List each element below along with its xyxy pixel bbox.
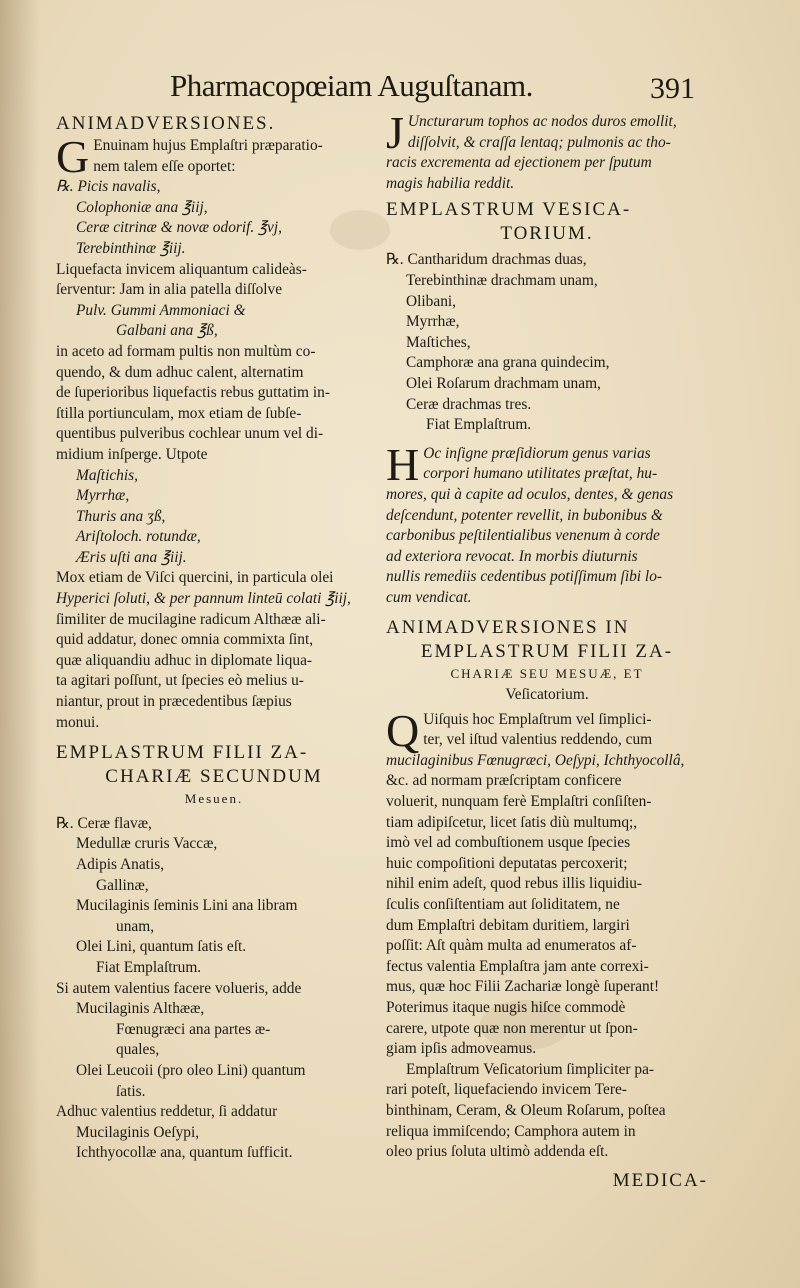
- text-line: Olei Lini, quantum ſatis eſt.: [76, 938, 247, 956]
- text-line: nem talem eſſe oportet:: [93, 157, 236, 175]
- text-line: nullis remediis cedentibus potiſſimum ſibi lo-: [386, 568, 663, 586]
- text-line: imò vel ad combuſtionem usque ſpecies: [386, 834, 631, 852]
- section-heading: ANIMADVERSIONES.: [56, 113, 276, 134]
- section-heading: CHARIÆ SEU MESUÆ, ET: [450, 666, 644, 682]
- section-heading: TORIUM.: [500, 223, 594, 245]
- text-line: Mucilaginis ſeminis Lini ana libram: [76, 897, 298, 915]
- text-line: dum Emplaſtri debitam duritiem, largiri: [386, 916, 630, 934]
- text-line: Adipis Anatis,: [76, 856, 165, 873]
- text-line: poſſit: Aſt quàm multa ad enumeratos af-: [386, 937, 637, 955]
- text-line: quales,: [116, 1041, 160, 1059]
- text-line: fectus valentia Emplaſtra jam ante correxi-: [386, 957, 649, 975]
- text-line: reliqua immiſcendo; Camphora autem in: [386, 1122, 636, 1140]
- gutter-shadow: [0, 0, 40, 1288]
- section-heading: Veſicatorium.: [505, 686, 589, 704]
- text-line: ſerventur: Jam in alia patella diſſolve: [56, 281, 283, 299]
- paragraph: [386, 704, 708, 756]
- text-line: Mucilaginis Oeſypi,: [76, 1123, 200, 1141]
- left-column: [56, 112, 372, 1164]
- text-line: Adhuc valentius reddetur, ſi addatur: [56, 1103, 278, 1121]
- text-line: Ceræ citrinæ & novæ odorif. ℥vj,: [76, 219, 282, 237]
- text-line: Emplaſtrum Veſicatorium ſimpliciter pa-: [406, 1060, 655, 1078]
- text-line: ad exteriora revocat. In morbis diuturnis: [386, 547, 638, 565]
- text-line: Si autem valentius facere volueris, adde: [56, 979, 302, 997]
- paragraph: [386, 107, 708, 194]
- text-line: voluerit, nunquam ferè Emplaſtri conſiſten-: [386, 793, 652, 811]
- text-line: Terebinthinæ ℥iij.: [76, 239, 186, 257]
- paragraph: [386, 438, 708, 609]
- drop-cap: G: [56, 131, 90, 182]
- section-heading: EMPLASTRUM VESICA-: [386, 199, 632, 221]
- text-line: diſſolvit, & craſſa lentaq; pulmonis ac tho-: [407, 133, 671, 151]
- text-line: Olibani,: [406, 292, 457, 310]
- section-heading: ANIMADVERSIONES IN: [386, 617, 630, 639]
- text-line: carere, utpote quæ non merentur ut ſpon-: [386, 1019, 638, 1037]
- text-line: ter, vel iſtud valentius reddendo, cum: [423, 731, 653, 749]
- text-line: deſcendunt, potenter revellit, in bubonibus &: [386, 506, 663, 524]
- text-line: corpori humano utilitates præſtat, hu-: [423, 465, 658, 483]
- text-line: cum vendicat.: [386, 588, 472, 606]
- text-line: binthinam, Ceram, & Oleum Roſarum, poſtea: [386, 1101, 666, 1119]
- text-line: Colophoniæ ana ℥iij,: [76, 198, 208, 216]
- text-line: Medullæ cruris Vaccæ,: [76, 835, 218, 853]
- text-line: ℞. Cantharidum drachmas duas,: [386, 251, 587, 269]
- text-line: Oc inſigne præſidiorum genus varias: [423, 444, 651, 462]
- text-line: midium inſperge. Utpote: [56, 445, 208, 463]
- text-line: Mox etiam de Viſci quercini, in particula olei: [56, 569, 334, 587]
- text-line: in aceto ad formam pultis non multùm co-: [56, 342, 316, 360]
- text-line: Ichthyocollæ ana, quantum ſufficit.: [76, 1144, 293, 1162]
- text-line: Mucilaginis Althææ,: [76, 1000, 205, 1018]
- text-line: ℞. Ceræ flavæ,: [56, 814, 152, 832]
- text-line: quentibus pulveribus cochlear unum vel di-: [56, 425, 324, 443]
- section-heading: EMPLASTRUM FILII ZA-: [56, 742, 309, 764]
- text-line: nihil enim adeſt, quod rebus illis liquidiu-: [386, 875, 643, 893]
- text-line: rari poteſt, liquefaciendo invicem Tere-: [386, 1081, 627, 1099]
- catchword: MEDICA-: [612, 1169, 708, 1191]
- text-line: mucilaginibus Fœnugræci, Oeſypi, Ichthyocollâ,: [386, 751, 685, 769]
- text-line: Liquefacta invicem aliquantum calideàs-: [56, 260, 307, 278]
- text-line: Fœnugræci ana partes æ-: [116, 1020, 271, 1038]
- text-line: oleo prius ſoluta ultimò addenda eſt.: [386, 1143, 609, 1161]
- drop-cap: J: [386, 107, 404, 158]
- text-line: quendo, & dum adhuc calent, alternatim: [56, 363, 304, 381]
- text-line: ℞. Picis navalis,: [56, 178, 161, 196]
- text-line: unam,: [116, 917, 155, 935]
- text-line: Poterimus itaque nugis hiſce commodè: [386, 998, 626, 1016]
- text-line: mus, quæ hoc Filii Zachariæ longè ſuperant!: [386, 978, 660, 996]
- text-line: carbonibus peſtilentialibus venenum à corde: [386, 527, 660, 545]
- text-line: niantur, prout in præcedentibus ſæpius: [56, 693, 292, 711]
- drop-cap: Q: [386, 704, 420, 756]
- text-line: Myrrhæ,: [406, 313, 460, 331]
- text-line: Myrrhæ,: [76, 487, 130, 505]
- text-line: de ſuperioribus liquefactis rebus guttatim in-: [56, 384, 330, 402]
- text-line: huic compoſitioni deputatas percoxerit;: [386, 854, 628, 872]
- right-column: [386, 107, 708, 1193]
- paragraph: [56, 131, 372, 182]
- text-line: Æris uſti ana ℥iij.: [76, 548, 187, 566]
- text-line: Ceræ drachmas tres.: [406, 395, 532, 413]
- text-line: quæ aliquandiu adhuc in diplomate liqua-: [56, 651, 313, 669]
- text-line: Hyperici ſoluti, & per pannum linteū colati ℥iij,: [56, 590, 351, 608]
- text-line: Galbani ana ℥ß,: [116, 322, 218, 340]
- section-heading: CHARIÆ SECUNDUM: [105, 766, 323, 788]
- text-line: Uiſquis hoc Emplaſtrum vel ſimplici-: [423, 710, 652, 728]
- text-line: Pulv. Gummi Ammoniaci &: [76, 301, 246, 319]
- text-line: giam ipſis admoveamus.: [386, 1040, 537, 1058]
- text-line: Olei Roſarum drachmam unam,: [406, 374, 601, 392]
- text-line: racis excrementa ad ejectionem per ſputum: [386, 154, 652, 172]
- page-header: [0, 60, 800, 112]
- section-heading: EMPLASTRUM FILII ZA-: [420, 641, 674, 663]
- text-line: Enuinam hujus Emplaſtri præparatio-: [93, 137, 323, 154]
- text-line: Thuris ana ʒß,: [76, 507, 166, 525]
- text-line: ſtilla portiunculam, mox etiam de ſubſe-: [56, 404, 302, 422]
- text-line: ſculis conſiſtentiam aut ſoliditatem, ne: [386, 896, 620, 913]
- text-line: Maſtiches,: [406, 333, 471, 351]
- text-line: Maſtichis,: [76, 466, 138, 484]
- text-line: ta agitari poſſunt, ut ſpecies eò melius u-: [56, 672, 304, 690]
- text-line: Fiat Emplaſtrum.: [96, 958, 202, 976]
- text-line: Olei Leucoii (pro oleo Lini) quantum: [76, 1061, 306, 1079]
- text-line: Terebinthinæ drachmam unam,: [406, 271, 598, 289]
- text-line: monui.: [56, 713, 100, 731]
- running-head: Pharmacopœiam Auguſtanam.: [170, 68, 533, 103]
- text-line: Fiat Emplaſtrum.: [426, 416, 532, 434]
- text-line: Gallinæ,: [96, 876, 149, 894]
- text-line: &c. ad normam præſcriptam conficere: [386, 772, 622, 790]
- text-line: ſimiliter de mucilagine radicum Althææ ali-: [56, 610, 326, 628]
- text-line: mores, qui à capite ad oculos, dentes, & genas: [386, 485, 674, 503]
- text-line: Camphoræ ana grana quindecim,: [406, 354, 610, 372]
- text-line: quid addatur, donec omnia commixta ſint,: [56, 631, 314, 649]
- drop-cap: H: [386, 438, 420, 490]
- text-line: Uncturarum tophos ac nodos duros emollit,: [407, 113, 677, 130]
- page-number: 391: [650, 72, 695, 105]
- text-line: tiam adipiſcetur, licet ſatis diù multumq;,: [386, 813, 638, 831]
- text-line: magis habilia reddit.: [386, 174, 515, 192]
- text-line: ſatis.: [116, 1082, 146, 1100]
- text-line: Ariſtoloch. rotundæ,: [76, 528, 201, 546]
- section-heading: Mesuen.: [184, 791, 244, 807]
